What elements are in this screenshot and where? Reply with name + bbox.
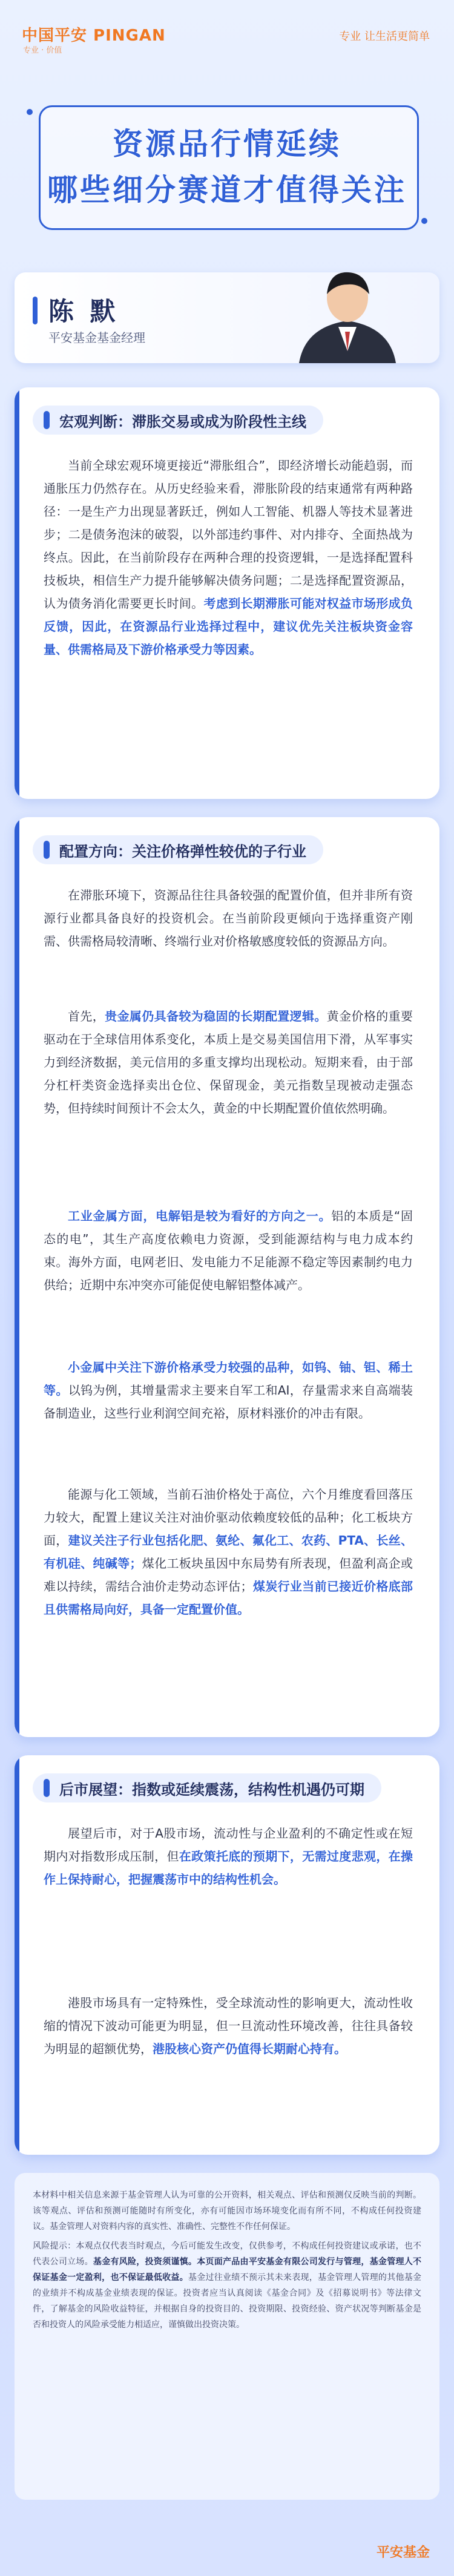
footer-logo: 平安基金 bbox=[376, 2545, 430, 2560]
section-heading bbox=[33, 835, 323, 864]
card-edge bbox=[15, 1755, 19, 2155]
section-heading bbox=[33, 406, 323, 435]
section-card-allocation bbox=[15, 817, 439, 1737]
hero-title-block bbox=[15, 91, 439, 242]
top-bar bbox=[0, 0, 454, 67]
body-text: 煤化工板块虽因中东局势有所表现，但盈利高企或难以持续，需结合油价走势动态评估； bbox=[44, 1556, 413, 1594]
author-card bbox=[15, 260, 439, 369]
disclaimer-paragraph bbox=[33, 2238, 421, 2333]
section-heading-text: 宏观判断：滞胀交易或成为阶段性主线 bbox=[59, 413, 306, 430]
highlight-text: 工业金属方面，电解铝是较为看好的方向之一。 bbox=[68, 1209, 332, 1223]
section-paragraph bbox=[44, 1822, 413, 1891]
body-text: 铝的本质是“固态的电”，其生产高度依赖电力资源，受到能源结构与电力成本约束。海外方面，电网老旧、发电能力不足能源不稳定等因素制约电力供给；近期中东冲突亦可能促使电解铝整体减产。 bbox=[44, 1209, 413, 1292]
card-edge bbox=[15, 387, 19, 799]
body-text: 展望后市，对于A股市场，流动性与企业盈利的不确定性或在短期内对指数形成压制，但 bbox=[44, 1826, 413, 1864]
author-name: 陈 默 bbox=[48, 297, 119, 326]
section-paragraph bbox=[44, 454, 413, 661]
heading-accent bbox=[44, 841, 50, 859]
page-title-line2: 哪些细分赛道才值得关注 bbox=[47, 172, 407, 208]
body-text: 当前全球宏观环境更接近“滞胀组合”，即经济增长动能趋弱，而通胀压力仍然存在。从历史经验来看，滞胀阶段的结束通常有两种路径：一是生产力出现显著跃迁，例如人工智能、机器人等技术显著进步；二是债务泡沫的破裂，以外部违约事件、对内排夺、全面热战为终点。因此，在当前阶段存在两种合理的投资逻辑，一是选择配置科技板块，相信生产力提升能够解决债务问题；二是选择配置资源品，认为债务消化需要更长时间。 bbox=[44, 458, 413, 611]
body-text: 以钨为例，其增量需求主要来自军工和AI，存量需求来自高端装备制造业，这些行业利润空间充裕，原材料涨价的冲击有限。 bbox=[44, 1383, 413, 1421]
highlight-text: 在政策托底的预期下，无需过度悲观，在操作上保持耐心，把握震荡市中的结构性机会。 bbox=[44, 1849, 413, 1887]
page-title-line1: 资源品行情延续 bbox=[113, 126, 341, 162]
section-paragraph bbox=[44, 1991, 413, 2060]
logo-subtitle: 专业 · 价值 bbox=[23, 46, 62, 55]
heading-accent bbox=[44, 1779, 50, 1797]
section-paragraph bbox=[44, 1356, 413, 1425]
section-paragraph bbox=[44, 1483, 413, 1621]
section-paragraph bbox=[44, 1005, 413, 1120]
highlight-text: 贵金属仍具备较为稳固的长期配置逻辑。 bbox=[105, 1009, 327, 1024]
author-role: 平安基金基金经理 bbox=[48, 330, 145, 345]
disclaimer-plain-text: 基金过往业绩不预示其未来表现，基金管理人管理的其他基金的业绩并不构成基金业绩表现的保证。投资者应当认真阅读《基金合同》及《招募说明书》等法律文件，了解基金的风险收益特征，并根据自身的投资目的、投资期限、投资经验、资产状况等判断基金是否和投资人的风险承受能力相适应，谨慎做出投资决策。 bbox=[33, 2273, 422, 2330]
decor-dot bbox=[421, 218, 427, 224]
body-text: 能源与化工领域，当前石油价格处于高位，六个月维度看回落压力较大，配置上建议关注对油价驱动依赖度较低的品种；化工板块方面， bbox=[44, 1487, 413, 1548]
highlight-text: 考虑到长期滞胀可能对权益市场形成负反馈，因此，在资源品行业选择过程中，建议优先关注板块资金容量、供需格局及下游价格承受力等因素。 bbox=[44, 596, 413, 657]
pingan-logo: 中国平安 PINGAN bbox=[22, 27, 166, 45]
section-paragraph bbox=[44, 1204, 413, 1296]
section-card-macro bbox=[15, 387, 439, 799]
body-text: 首先， bbox=[68, 1009, 105, 1024]
highlight-text: 建议关注子行业包括化肥、氨纶、氟化工、农药、PTA、长丝、有机硅、纯碱等； bbox=[44, 1533, 413, 1571]
disclaimer-text bbox=[33, 2187, 421, 2333]
highlight-text: 煤炭行业当前已接近价格底部且供需格局向好，具备一定配置价值。 bbox=[44, 1579, 413, 1617]
disclaimer-paragraph bbox=[33, 2187, 421, 2235]
disclaimer-bold-text: 基金有风险，投资须谨慎。本页面产品由平安基金有限公司发行与管理，基金管理人不保证基金一定盈利，也不保证最低收益。 bbox=[33, 2257, 422, 2282]
body-text: 黄金价格的重要驱动在于全球信用体系变化，本质上是交易美国信用下滑，从军事实力到经济数据，美元信用的多重支撑均出现松动。短期来看，由于部分杠杆类资金选择卖出仓位、保留现金，美元指数呈现被动走强态势，但持续时间预计不会太久，黄金的中长期配置价值依然明确。 bbox=[44, 1009, 413, 1116]
disclaimer-box bbox=[15, 2173, 439, 2500]
section-heading bbox=[33, 1773, 381, 1802]
section-heading-text: 后市展望：指数或延续震荡，结构性机遇仍可期 bbox=[59, 1781, 364, 1798]
card-edge bbox=[15, 817, 19, 1737]
decor-dot bbox=[27, 109, 33, 115]
section-card-outlook bbox=[15, 1755, 439, 2155]
body-text: 在滞胀环境下，资源品往往具备较强的配置价值，但并非所有资源行业都具备良好的投资机会。在当前阶段更倾向于选择重资产刚需、供需格局较清晰、终端行业对价格敏感度较低的资源品方向。 bbox=[44, 888, 413, 948]
section-paragraph bbox=[44, 884, 413, 953]
slogan: 专业 让生活更简单 bbox=[339, 30, 430, 43]
heading-accent bbox=[44, 411, 50, 429]
disclaimer-plain-text: 风险提示：本观点仅代表当时观点，今后可能发生改变，仅供参考，不构成任何投资建议或承诺，也不代表公司立场。 bbox=[33, 2241, 421, 2267]
highlight-text: 小金属中关注下游价格承受力较强的品种，如钨、铀、钽、稀土等。 bbox=[44, 1360, 413, 1398]
author-accent-bar bbox=[33, 297, 38, 324]
highlight-text: 港股核心资产仍值得长期耐心持有。 bbox=[153, 2042, 346, 2056]
disclaimer-plain-text: 本材料中相关信息来源于基金管理人认为可靠的公开资料，相关观点、评估和预测仅反映当前的判断。该等观点、评估和预测可能随时有所变化，亦有可能因市场环境变化而有所不同，不构成任何投资建议。基金管理人对资料内容的真实性、准确性、完整性不作任何保证。 bbox=[33, 2190, 421, 2232]
section-heading-text: 配置方向：关注价格弹性较优的子行业 bbox=[59, 843, 306, 860]
body-text: 港股市场具有一定特殊性，受全球流动性的影响更大，流动性收缩的情况下波动可能更为明显，但一旦流动性环境改善，往往具备较为明显的超额优势， bbox=[44, 1996, 413, 2056]
author-portrait bbox=[281, 260, 414, 363]
